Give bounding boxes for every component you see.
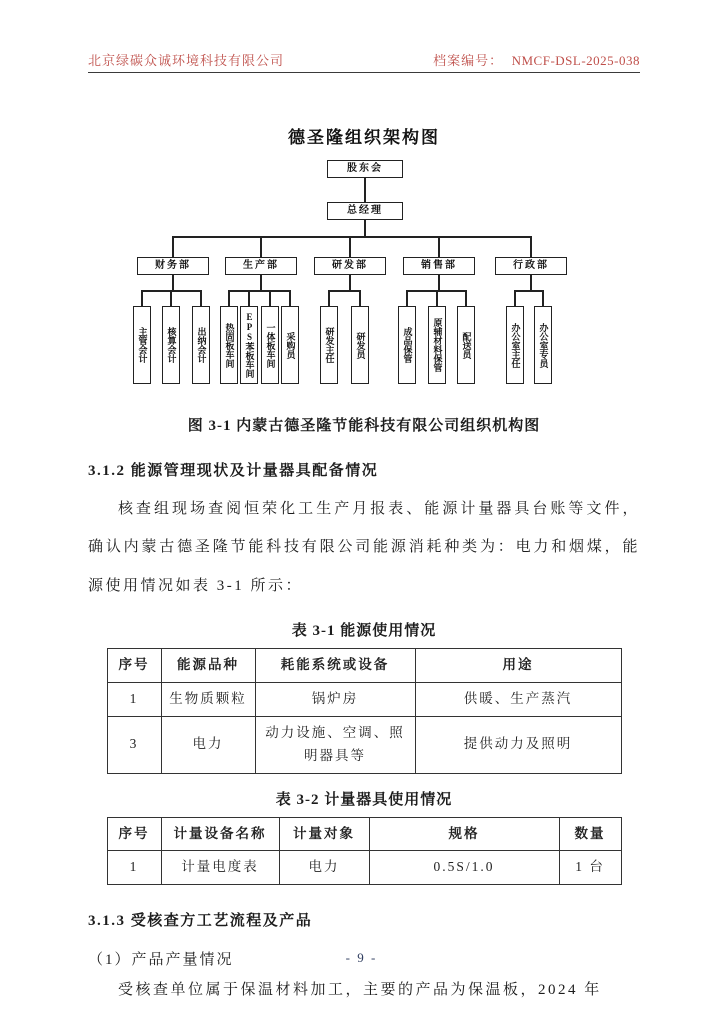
table-header-row [107,817,621,851]
connector-line [289,290,291,306]
connector-line [530,275,532,290]
connector-line [269,290,271,306]
org-node-product-keeper: 成品保管 [398,306,416,384]
org-node-deliverer: 配送员 [457,306,475,384]
table-cell: 动力设施、空调、照明器具等 [255,716,415,773]
connector-line [200,290,202,306]
table-cell: 提供动力及照明 [415,716,621,773]
table-cell: 1 [107,682,161,716]
connector-line [514,290,516,306]
table-row [107,851,621,885]
table-row [107,716,621,773]
org-node-general-manager: 总经理 [327,202,403,220]
subsection-heading-313-1: （1）产品产量情况 [88,952,234,969]
paragraph-312: 核查组现场查阅恒荣化工生产月报表、能源计量器具台账等文件，确认内蒙古德圣隆节能科技有限公司能源消耗种类为：电力和烟煤，能源使用情况如表 3-1 所示： [88,501,640,594]
table-cell: 电力 [279,851,369,885]
connector-line [438,236,440,257]
table-cell: 0.5S/1.0 [369,851,559,885]
org-node-thermoset-workshop: 热固板车间 [220,306,238,384]
section-heading-312: 3.1.2 能源管理现状及计量器具配备情况 [88,463,379,479]
energy-use-table [107,648,622,774]
paragraph-313: 受核查单位属于保温材料加工，主要的产品为保温板，2024 年 [118,982,602,999]
connector-line [172,236,532,238]
table-header-cell: 数量 [559,817,621,851]
table-cell: 电力 [161,716,255,773]
connector-line [436,290,438,306]
connector-line [465,290,467,306]
org-node-material-keeper: 原辅材料保管 [428,306,446,384]
header-divider [88,72,640,73]
connector-line [172,236,174,257]
connector-line [349,275,351,290]
org-node-rnd-staff: 研发员 [351,306,369,384]
figure-caption: 图 3-1 内蒙古德圣隆节能科技有限公司组织机构图 [187,418,541,434]
table1-title: 表 3-1 能源使用情况 [291,622,437,639]
org-chart-title: 德圣隆组织架构图 [288,128,440,147]
table-header-cell: 规格 [369,817,559,851]
org-node-dept-admin: 行政部 [495,257,567,275]
table-cell: 生物质颗粒 [161,682,255,716]
section-heading-313: 3.1.3 受核查方工艺流程及产品 [88,913,313,930]
connector-line [364,220,366,236]
connector-line [542,290,544,306]
archive-number: 档案编号： NMCF-DSL-2025-038 [433,53,640,68]
org-node-office-specialist: 办公室专员 [534,306,552,384]
table-cell: 3 [107,716,161,773]
org-node-dept-production: 生产部 [225,257,297,275]
connector-line [349,236,351,257]
table-header-cell: 序号 [107,648,161,682]
page-header [88,0,640,69]
org-node-office-director: 办公室主任 [506,306,524,384]
connector-line [228,290,291,292]
org-node-chief-accountant: 主管会计 [133,306,151,384]
org-node-dept-rnd: 研发部 [314,257,386,275]
org-node-purchaser: 采购员 [281,306,299,384]
table-header-row [107,648,621,682]
connector-line [260,275,262,290]
table-header-cell: 计量设备名称 [161,817,279,851]
page-number: - 9 - [345,950,378,965]
table-row [107,682,621,716]
connector-line [170,290,172,306]
table-cell: 供暖、生产蒸汽 [415,682,621,716]
table-cell: 1 台 [559,851,621,885]
connector-line [438,275,440,290]
company-name: 北京绿碳众诚环境科技有限公司 [88,53,285,68]
org-node-panel-workshop: 一体板车间 [261,306,279,384]
connector-line [406,290,408,306]
table-header-cell: 耗能系统或设备 [255,648,415,682]
connector-line [141,290,143,306]
org-node-cashier-accountant: 出纳会计 [192,306,210,384]
org-node-shareholders: 股东会 [327,160,403,178]
connector-line [248,290,250,306]
table-header-cell: 用途 [415,648,621,682]
connector-line [364,178,366,202]
table-cell: 锅炉房 [255,682,415,716]
table2-title: 表 3-2 计量器具使用情况 [275,791,453,808]
table-header-cell: 计量对象 [279,817,369,851]
connector-line [328,290,361,292]
metering-devices-table [107,817,622,886]
org-node-dept-sales: 销售部 [403,257,475,275]
connector-line [328,290,330,306]
connector-line [260,236,262,257]
table-cell: 计量电度表 [161,851,279,885]
org-node-rnd-director: 研发主任 [320,306,338,384]
connector-line [530,236,532,257]
org-node-dept-finance: 财务部 [137,257,209,275]
org-chart [88,160,644,390]
table-header-cell: 能源品种 [161,648,255,682]
connector-line [514,290,544,292]
table-cell: 1 [107,851,161,885]
connector-line [172,275,174,290]
org-node-cost-accountant: 核算会计 [162,306,180,384]
connector-line [228,290,230,306]
org-node-eps-workshop: EPS苯板车间 [240,306,258,384]
table-header-cell: 序号 [107,817,161,851]
connector-line [359,290,361,306]
